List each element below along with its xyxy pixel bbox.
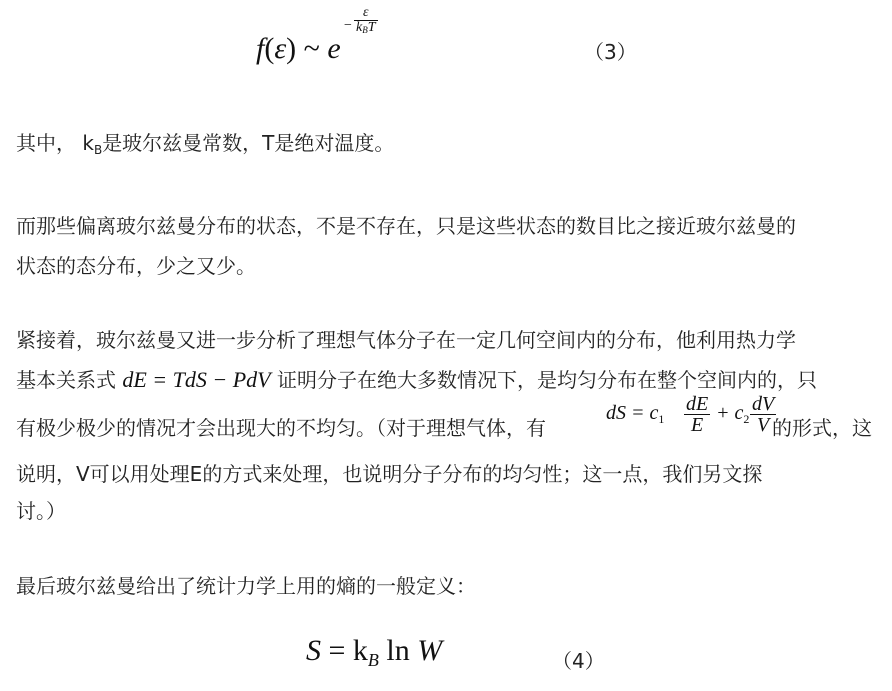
paragraph-3-line-2: 基本关系式 dE = TdS − PdV 证明分子在绝大多数情况下，是均匀分布在整个空间内的，只 (16, 367, 817, 392)
equation-4-number: （4） (552, 649, 605, 673)
equation-4: $S = k_B$ ln W (306, 634, 443, 670)
paragraph-2-line-1: 而那些偏离玻尔兹曼分布的状态，不是不存在，只是这些状态的数目比之接近玻尔兹曼的 (16, 214, 796, 238)
paragraph-3-line-1: 紧接着，玻尔兹曼又进一步分析了理想气体分子在一定几何空间内的分布，他利用热力学 (16, 328, 796, 352)
paragraph-3-line-4: 说明，V可以用处理E的方式来处理，也说明分子分布的均匀性；这一点，我们另文探 (16, 462, 763, 486)
eq3-f: f (256, 32, 265, 65)
paragraph-4: 最后玻尔兹曼给出了统计力学上用的熵的一般定义： (16, 574, 476, 598)
eq3-epsilon: ε (274, 32, 287, 65)
paragraph-3-line-5: 讨。） (16, 499, 66, 523)
eq3-tilde: ~ (303, 32, 320, 65)
paragraph-2-line-2: 状态的态分布，少之又少。 (16, 254, 256, 278)
eq3-exp-denominator: $k_BT$ (356, 20, 376, 35)
thermo-relation: dE = TdS − PdV (122, 367, 271, 392)
eq3-e: e (327, 32, 341, 65)
paragraph-kb-definition: 其中， $k_B$是玻尔兹曼常数，T是绝对温度。 (16, 131, 395, 157)
equation-3-number: （3） (584, 40, 637, 64)
eq3-exp-numerator: ε (354, 6, 378, 21)
eq3-minus: − (344, 18, 352, 33)
